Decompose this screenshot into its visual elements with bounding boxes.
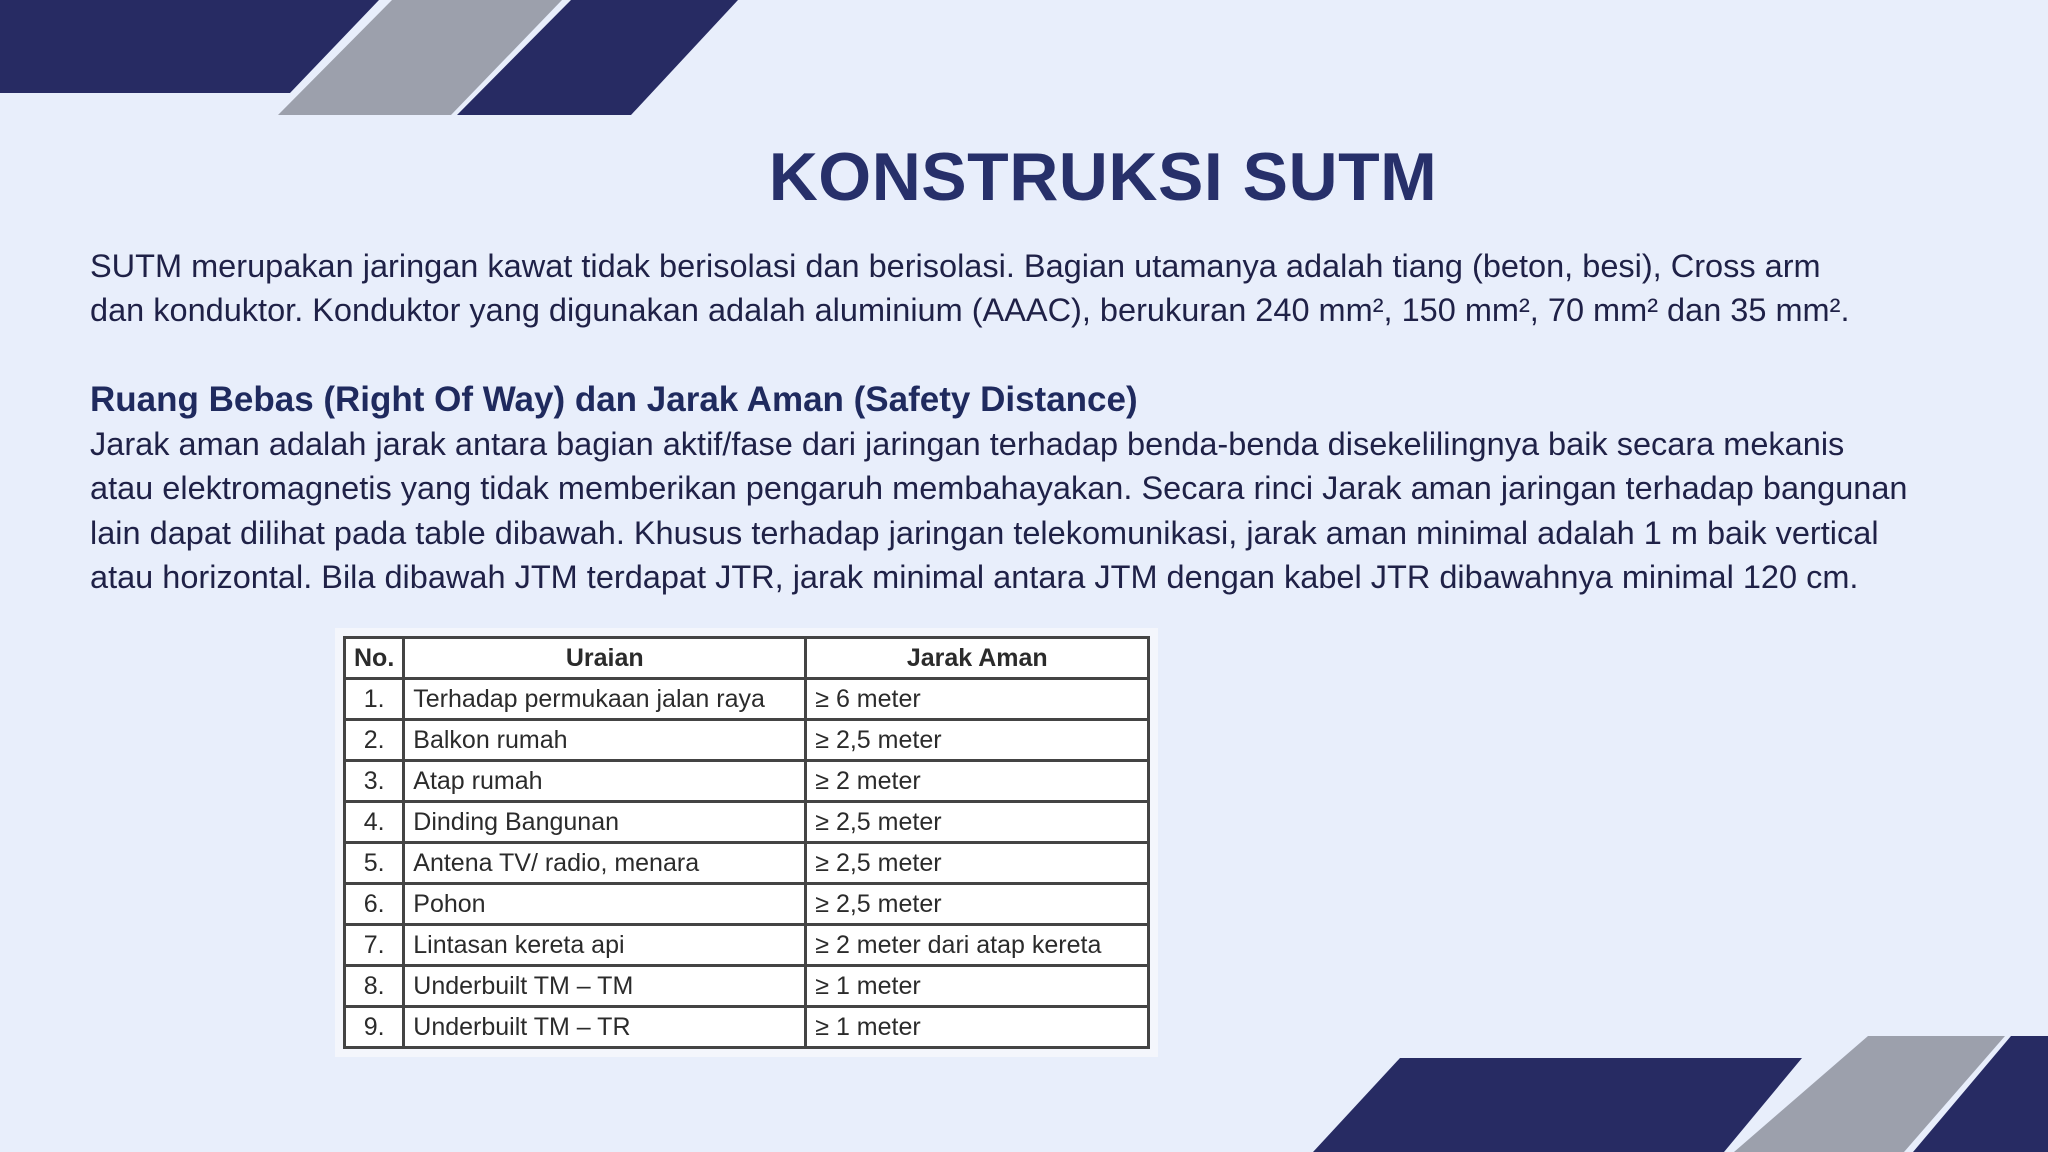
cell-uraian: Antena TV/ radio, menara bbox=[404, 843, 806, 884]
cell-jarak: ≥ 2,5 meter bbox=[806, 802, 1149, 843]
header-no: No. bbox=[345, 638, 404, 679]
table-row bbox=[345, 966, 1149, 1007]
cell-no: 6. bbox=[345, 884, 404, 925]
cell-uraian: Underbuilt TM – TR bbox=[404, 1007, 806, 1048]
section-heading: Ruang Bebas (Right Of Way) dan Jarak Aman (Safety Distance) bbox=[90, 380, 1138, 419]
cell-jarak: ≥ 2 meter bbox=[806, 761, 1149, 802]
table-row bbox=[345, 884, 1149, 925]
cell-no: 4. bbox=[345, 802, 404, 843]
cell-no: 3. bbox=[345, 761, 404, 802]
table-row bbox=[345, 1007, 1149, 1048]
cell-no: 7. bbox=[345, 925, 404, 966]
cell-uraian: Underbuilt TM – TM bbox=[404, 966, 806, 1007]
cell-uraian: Atap rumah bbox=[404, 761, 806, 802]
cell-uraian: Lintasan kereta api bbox=[404, 925, 806, 966]
section-line-3: lain dapat dilihat pada table dibawah. Khusus terhadap jaringan telekomunikasi, jarak aman minimal adalah 1 m baik vertical bbox=[90, 515, 1879, 551]
table-row bbox=[345, 720, 1149, 761]
bottom-navy-bar bbox=[1313, 1058, 1802, 1152]
table-row bbox=[345, 925, 1149, 966]
cell-jarak: ≥ 1 meter bbox=[806, 966, 1149, 1007]
header-jarak-aman: Jarak Aman bbox=[806, 638, 1149, 679]
cell-uraian: Terhadap permukaan jalan raya bbox=[404, 679, 806, 720]
cell-jarak: ≥ 1 meter bbox=[806, 1007, 1149, 1048]
table-row bbox=[345, 802, 1149, 843]
safety-distance-table bbox=[343, 636, 1150, 1049]
table-row bbox=[345, 679, 1149, 720]
page-title: KONSTRUKSI SUTM bbox=[768, 139, 1438, 215]
cell-no: 1. bbox=[345, 679, 404, 720]
cell-no: 5. bbox=[345, 843, 404, 884]
cell-uraian: Dinding Bangunan bbox=[404, 802, 806, 843]
section-line-2: atau elektromagnetis yang tidak memberikan pengaruh membahayakan. Secara rinci Jarak aman jaringan terhadap bangunan bbox=[90, 470, 1908, 506]
header-uraian: Uraian bbox=[404, 638, 806, 679]
cell-jarak: ≥ 2 meter dari atap kereta bbox=[806, 925, 1149, 966]
cell-no: 2. bbox=[345, 720, 404, 761]
intro-line-1: SUTM merupakan jaringan kawat tidak berisolasi dan berisolasi. Bagian utamanya adalah tiang (beton, besi), Cross arm bbox=[90, 248, 1821, 284]
cell-uraian: Balkon rumah bbox=[404, 720, 806, 761]
cell-jarak: ≥ 2,5 meter bbox=[806, 843, 1149, 884]
table-row bbox=[345, 761, 1149, 802]
cell-jarak: ≥ 2,5 meter bbox=[806, 720, 1149, 761]
cell-no: 8. bbox=[345, 966, 404, 1007]
intro-line-2: dan konduktor. Konduktor yang digunakan adalah aluminium (AAAC), berukuran 240 mm², 150 mm², 70 mm² dan 35 mm². bbox=[90, 292, 1850, 328]
section-line-1: Jarak aman adalah jarak antara bagian aktif/fase dari jaringan terhadap benda-benda disekelilingnya baik secara mekanis bbox=[90, 426, 1845, 462]
section-line-4: atau horizontal. Bila dibawah JTM terdapat JTR, jarak minimal antara JTM dengan kabel JTR dibawahnya minimal 120 cm. bbox=[90, 559, 1859, 595]
cell-jarak: ≥ 6 meter bbox=[806, 679, 1149, 720]
table-header-row bbox=[345, 638, 1149, 679]
table-row bbox=[345, 843, 1149, 884]
cell-uraian: Pohon bbox=[404, 884, 806, 925]
cell-no: 9. bbox=[345, 1007, 404, 1048]
cell-jarak: ≥ 2,5 meter bbox=[806, 884, 1149, 925]
